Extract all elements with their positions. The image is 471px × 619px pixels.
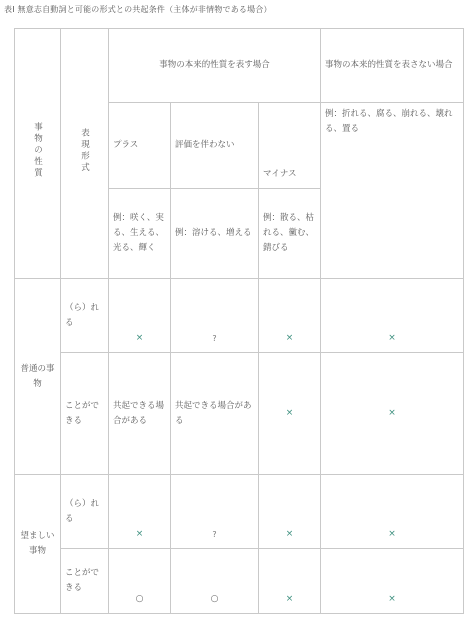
form-rareru: （ら）れる <box>61 279 109 353</box>
cell-minus: × <box>259 353 321 475</box>
cell-neutral: ? <box>171 475 259 549</box>
table-title: 表Ⅰ 無意志自動詞と可能の形式との共起条件（主体が非情物である場合） <box>4 5 272 14</box>
example-minus: 例：散る、枯れる、黴む、錆びる <box>259 189 321 279</box>
cell-neutral: ? <box>171 279 259 353</box>
cell-neutral: ○ <box>171 549 259 614</box>
header-honrai-arawasu: 事物の本来的性質を表す場合 <box>109 29 321 103</box>
cell-not: × <box>321 549 464 614</box>
form-rareru: （ら）れる <box>61 475 109 549</box>
header-minus: マイナス <box>259 103 321 189</box>
header-hyougen-keishiki-text: 表現形式 <box>79 127 90 174</box>
cell-minus: × <box>259 279 321 353</box>
cooccurrence-table <box>14 28 464 614</box>
cell-plus: × <box>109 279 171 353</box>
cell-plus: ○ <box>109 549 171 614</box>
header-hyouka-nai: 評価を伴わない <box>171 103 259 189</box>
header-honrai-arawasanai: 事物の本来的性質を表さない場合 <box>321 29 464 103</box>
header-jibutsu-seishitsu-text: 事物の性質 <box>32 121 43 180</box>
cell-not: × <box>321 279 464 353</box>
group-label-nozomashii: 望ましい事物 <box>15 475 61 614</box>
example-neutral: 例：溶ける、増える <box>171 189 259 279</box>
header-jibutsu-seishitsu <box>15 29 61 279</box>
header-plus: プラス <box>109 103 171 189</box>
header-hyougen-keishiki <box>61 29 109 279</box>
form-kotogadekiru: ことができる <box>61 549 109 614</box>
cell-minus: × <box>259 475 321 549</box>
form-kotogadekiru: ことができる <box>61 353 109 475</box>
cell-neutral: 共起できる場合がある <box>171 353 259 475</box>
table-container <box>14 28 463 613</box>
cell-minus: × <box>259 549 321 614</box>
cell-plus: 共起できる場合がある <box>109 353 171 475</box>
cell-plus: × <box>109 475 171 549</box>
example-not-honrai: 例：折れる、腐る、崩れる、壊れる、置る <box>321 103 464 279</box>
group-label-futsuu: 普通の事物 <box>15 279 61 475</box>
cell-not: × <box>321 353 464 475</box>
cell-not: × <box>321 475 464 549</box>
example-plus: 例：咲く、実る、生える、光る、輝く <box>109 189 171 279</box>
